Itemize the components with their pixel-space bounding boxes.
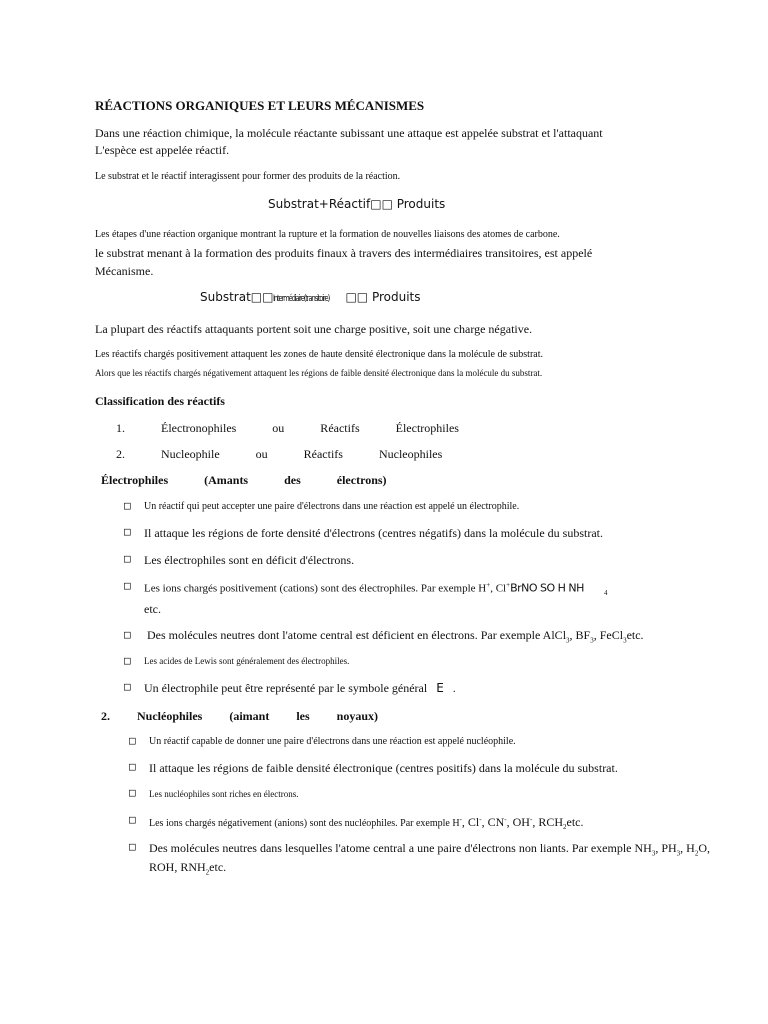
nucleophile-bullet-4 [149,815,584,831]
bullet-icon: □ [124,628,131,641]
nucleophile-bullet-1: Un réactif capable de donner une paire d'électrons dans une réaction est appelé nucléophile. [149,736,516,747]
b5-text: Des molécules neutres dont l'atome central est déficient en électrons. Par exemple AlCl [147,628,567,642]
steps-line-1: Les étapes d'une réaction organique montrant la rupture et la formation de nouvelles liaisons des atomes de carbone. [95,229,560,240]
b5-sub: 3 [623,636,627,645]
bullet-icon: □ [124,525,131,538]
n4-text: Les ions chargés négativement (anions) sont des nucléophiles. Par exemple H [149,818,460,829]
steps-line-3: Mécanisme. [95,264,154,278]
nucleophile-bullet-5 [149,841,710,857]
b5-sub: 3 [566,636,570,645]
minus-sup: - [529,815,533,824]
equation-2-intermediate: Intermédiaire(transitoire) [273,294,330,304]
bullet-icon: □ [129,813,136,826]
class-item-1: 1. Électronophiles ou Réactifs Électrophiles [116,421,459,435]
n4-rch: , RCH [532,815,563,829]
plus-sup: + [486,581,491,589]
n5-sub: 3 [651,849,656,858]
plus-sup: + [506,581,511,589]
b4-cl: , Cl [490,582,507,595]
electrophile-bullet-7 [144,681,456,696]
b7-text: Un électrophile peut être représenté par le symbole général [144,681,428,695]
electrophile-bullet-1: Un réactif qui peut accepter une paire d'électrons dans une réaction est appelé un électrophile. [144,501,520,512]
b4-formula: NO SO H NH [521,581,584,595]
bullet-icon: □ [129,760,136,773]
n4-cl: , Cl [461,815,480,829]
n5-mid: , H [680,841,695,855]
n5-mid: O, [698,841,711,855]
interact-line: Le substrat et le réactif interagissent pour former des produits de la réaction. [95,171,401,182]
nucleophiles-heading: 2. Nucléophiles (aimant les noyaux) [101,709,379,723]
equation-2 [200,290,421,304]
n4-sub: 2 [563,823,567,831]
n5-line2-end: etc. [209,860,227,874]
n5-text: Des molécules neutres dans lesquelles l'atome central a une paire d'électrons non liants. Par exemple NH [149,841,652,855]
electrophile-bullet-4 [144,581,607,597]
equation-2-products: □□ Produits [345,290,421,304]
electrophile-bullet-6: Les acides de Lewis sont généralement des électrophiles. [144,656,350,666]
negative-line: Alors que les réactifs chargés négativement attaquent les régions de faible densité électronique dans la molécule du substrat. [95,368,543,378]
n4-oh: , OH [506,815,530,829]
intro-line-1: Dans une réaction chimique, la molécule réactante subissant une attaque est appelée substrat et l'attaquant [95,126,603,140]
nucleophile-bullet-2: Il attaque les régions de faible densité électronique (centres positifs) dans la molécule du substrat. [149,761,618,775]
b7-symbol: E [436,681,444,695]
n5-line2-sub: 2 [205,868,210,877]
minus-sup: - [504,815,507,824]
bullet-icon: □ [124,654,131,667]
positive-line: Les réactifs chargés positivement attaquent les zones de haute densité électronique dans la molécule de substrat. [95,349,543,360]
intro-line-2: L'espèce est appelée réactif. [95,143,230,157]
bullet-icon: □ [129,786,136,799]
classification-heading: Classification des réactifs [95,394,225,408]
nucleophile-bullet-3: Les nucléophiles sont riches en électrons. [149,789,299,799]
minus-sup: - [479,815,482,824]
equation-2-substrate: Substrat□□ [200,290,274,304]
electrophile-bullet-3: Les électrophiles sont en déficit d'électrons. [144,553,355,567]
bullet-icon: □ [124,579,131,592]
b5-end: etc. [626,628,644,642]
n4-end: etc. [566,815,584,829]
charge-line: La plupart des réactifs attaquants portent soit une charge positive, soit une charge négative. [95,322,533,336]
bullet-icon: □ [124,552,131,565]
b4-text: Les ions chargés positivement (cations) sont des électrophiles. Par exemple H [144,582,487,595]
page-title: RÉACTIONS ORGANIQUES ET LEURS MÉCANISMES [95,98,425,113]
minus-sup: - [459,815,462,824]
nucleophile-bullet-5-cont [149,860,226,876]
b5-mid: , FeCl [593,628,624,642]
steps-line-2: le substrat menant à la formation des produits finaux à travers des intermédiaires transitoires, est appelé [95,246,593,260]
b5-mid: , BF [569,628,591,642]
electrophile-bullet-4-cont: etc. [144,602,161,616]
class-item-2: 2. Nucleophile ou Réactifs Nucleophiles [116,447,443,461]
bullet-icon: □ [124,680,131,693]
b4-sub: 4 [603,588,608,597]
bullet-icon: □ [124,499,131,512]
electrophile-bullet-2: Il attaque les régions de forte densité d'électrons (centres négatifs) dans la molécule du substrat. [144,526,603,540]
n5-mid: , PH [655,841,677,855]
bullet-icon: □ [129,734,136,747]
b4-br: Br [510,581,522,595]
electrophiles-heading: Électrophiles (Amants des électrons) [101,473,387,487]
electrophile-bullet-5 [147,628,644,644]
n5-line2: ROH, RNH [149,860,206,874]
equation-1: Substrat+Réactif□□ Produits [268,197,446,211]
n5-sub: 2 [694,849,699,858]
b7-end: . [452,681,456,695]
n4-cn: , CN [481,815,505,829]
bullet-icon: □ [129,840,136,853]
n5-sub: 3 [676,849,681,858]
b5-sub: 3 [590,636,594,645]
